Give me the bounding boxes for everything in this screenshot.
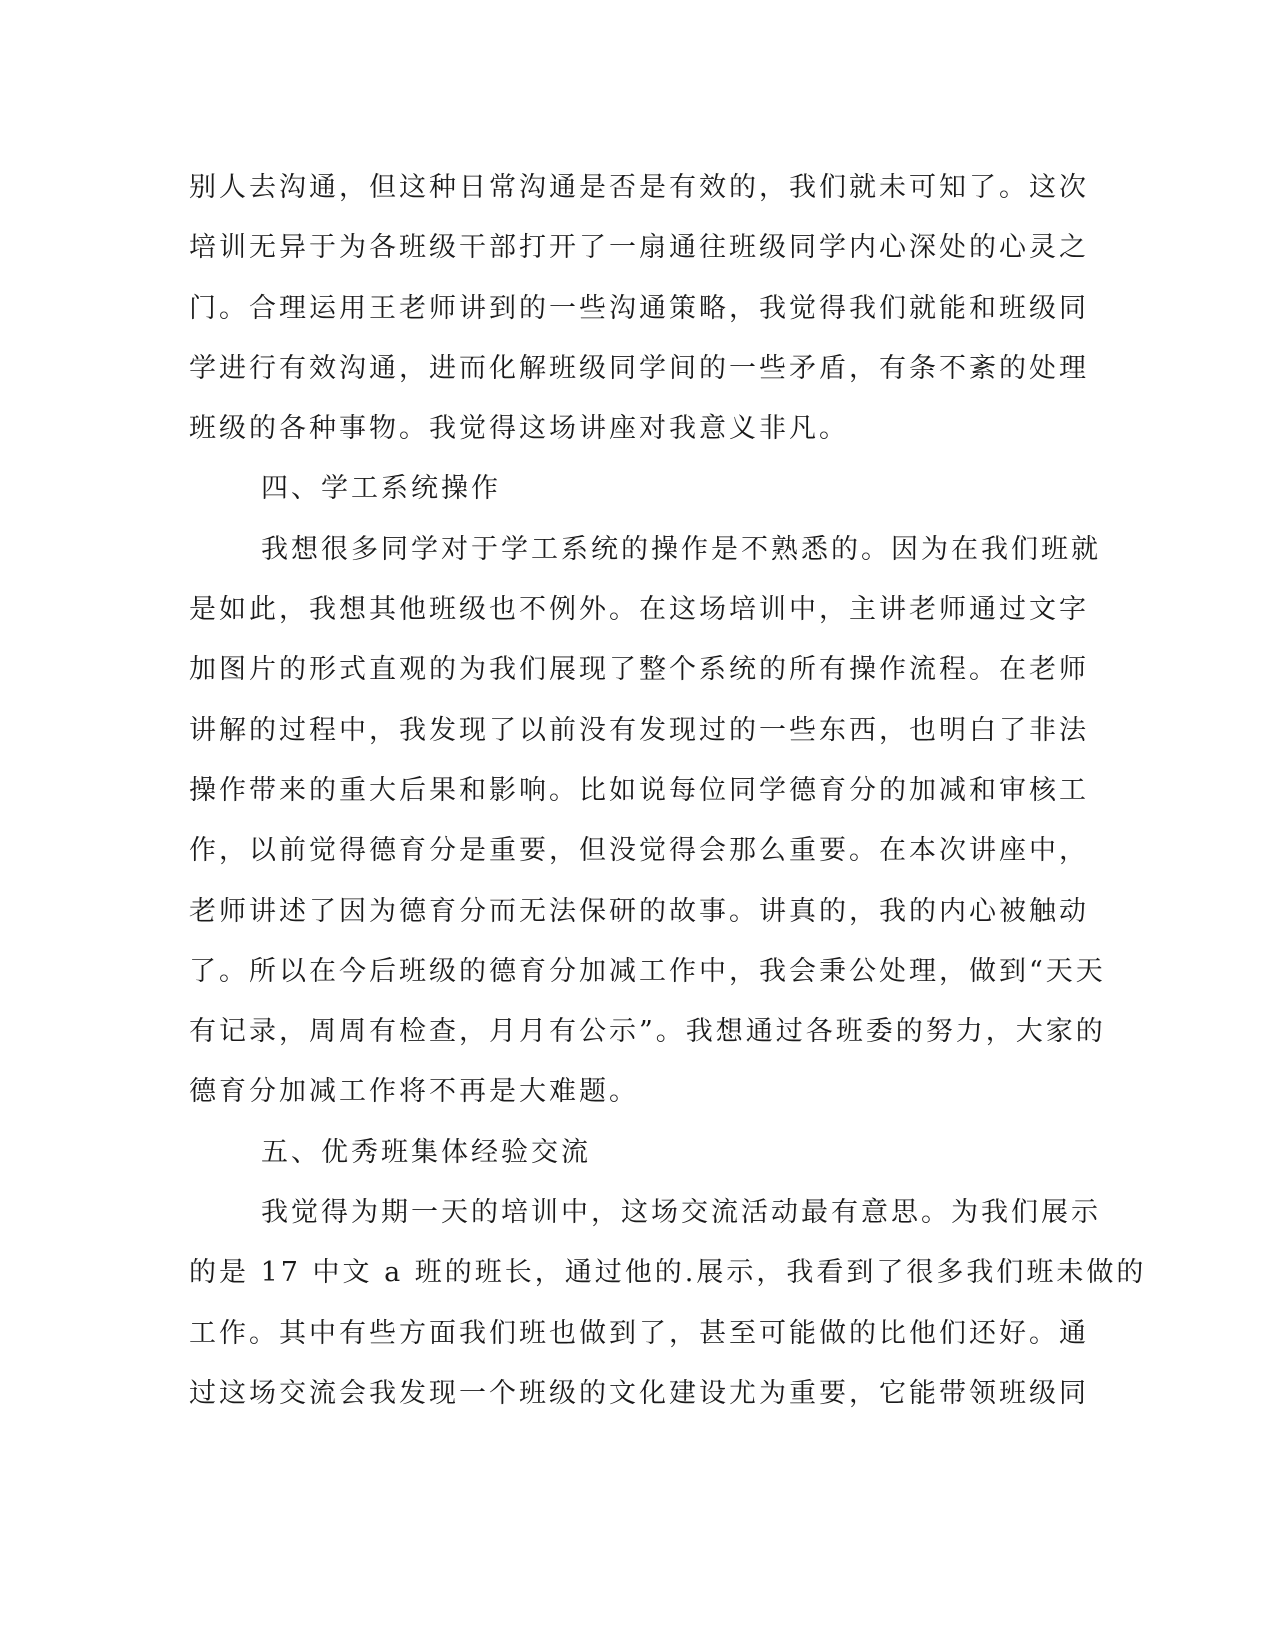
text-line: 门。合理运用王老师讲到的一些沟通策略，我觉得我们就能和班级同 [189,292,1089,324]
text-line: 的是 17 中文 a 班的班长，通过他的.展示，我看到了很多我们班未做的 [189,1257,1147,1289]
paragraph-start-line: 我想很多同学对于学工系统的操作是不熟悉的。因为在我们班就 [261,533,1101,565]
text-line: 老师讲述了因为德育分而无法保研的故事。讲真的，我的内心被触动 [189,895,1089,927]
text-line: 德育分加减工作将不再是大难题。 [189,1076,639,1108]
text-line: 作，以前觉得德育分是重要，但没觉得会那么重要。在本次讲座中， [189,835,1089,867]
text-line: 了。所以在今后班级的德育分加减工作中，我会秉公处理，做到“天天 [189,955,1106,987]
paragraph-start-line: 我觉得为期一天的培训中，这场交流活动最有意思。为我们展示 [261,1197,1101,1229]
text-line: 班级的各种事物。我觉得这场讲座对我意义非凡。 [189,413,849,445]
text-line: 学进行有效沟通，进而化解班级同学间的一些矛盾，有条不紊的处理 [189,352,1089,384]
text-line: 过这场交流会我发现一个班级的文化建设尤为重要，它能带领班级同 [189,1377,1089,1409]
text-line: 讲解的过程中，我发现了以前没有发现过的一些东西，也明白了非法 [189,714,1089,746]
text-line: 别人去沟通，但这种日常沟通是否是有效的，我们就未可知了。这次 [189,172,1089,203]
text-line: 工作。其中有些方面我们班也做到了，甚至可能做的比他们还好。通 [189,1317,1089,1349]
text-line: 操作带来的重大后果和影响。比如说每位同学德育分的加减和审核工 [189,774,1089,806]
document-body [189,158,1147,1424]
section-heading: 五、优秀班集体经验交流 [261,1136,591,1168]
text-line: 加图片的形式直观的为我们展现了整个系统的所有操作流程。在老师 [189,654,1089,686]
section-heading: 四、学工系统操作 [261,473,501,505]
text-line: 是如此，我想其他班级也不例外。在这场培训中，主讲老师通过文字 [189,594,1089,626]
text-line: 培训无异于为各班级干部打开了一扇通往班级同学内心深处的心灵之 [189,232,1089,264]
text-line: 有记录，周周有检查，月月有公示”。我想通过各班委的努力，大家的 [189,1016,1106,1048]
